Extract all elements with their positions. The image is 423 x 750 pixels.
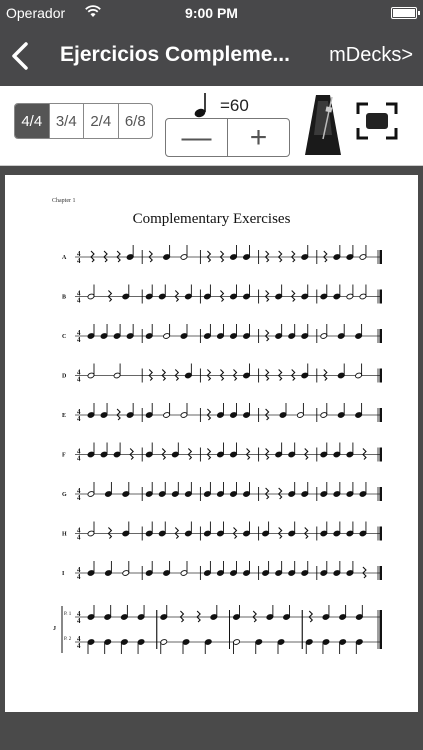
rest-icon bbox=[266, 488, 269, 499]
time-sig-top: 4 bbox=[77, 329, 81, 337]
time-sig-bottom: 4 bbox=[77, 296, 81, 305]
rest-icon bbox=[305, 528, 308, 539]
time-sig-top: 4 bbox=[77, 635, 81, 643]
row-label: F bbox=[62, 452, 66, 459]
rest-icon bbox=[117, 251, 120, 262]
sheet-page[interactable] bbox=[5, 175, 418, 712]
time-sig-bottom: 4 bbox=[77, 415, 81, 423]
status-bar bbox=[0, 0, 423, 28]
back-chevron-icon[interactable] bbox=[8, 40, 34, 72]
rest-icon bbox=[279, 528, 282, 539]
time-sig-bottom: 4 bbox=[77, 617, 81, 625]
tempo-decrease-button[interactable]: — bbox=[166, 119, 228, 156]
rest-icon bbox=[363, 449, 366, 460]
rest-icon bbox=[363, 567, 366, 578]
rest-icon bbox=[266, 330, 269, 341]
final-bar-thick bbox=[380, 610, 383, 649]
rest-icon bbox=[292, 291, 295, 302]
final-bar-thick bbox=[380, 408, 383, 422]
rest-icon bbox=[104, 251, 107, 262]
rest-icon bbox=[279, 370, 282, 381]
time-sig-bottom: 4 bbox=[77, 494, 81, 502]
rest-icon bbox=[175, 370, 178, 381]
part-label: P. 2 bbox=[64, 637, 72, 642]
time-sig-bottom: 4 bbox=[77, 375, 81, 384]
rest-icon bbox=[292, 251, 295, 262]
rest-icon bbox=[162, 370, 165, 381]
rest-icon bbox=[266, 370, 269, 381]
row-label: D bbox=[62, 373, 67, 380]
rest-icon bbox=[305, 449, 308, 460]
rest-icon bbox=[266, 449, 269, 460]
rest-icon bbox=[234, 370, 237, 381]
music-score bbox=[5, 175, 418, 712]
rest-icon bbox=[309, 611, 312, 622]
final-bar-thick bbox=[380, 566, 383, 580]
rest-icon bbox=[149, 251, 152, 262]
rest-icon bbox=[175, 291, 178, 302]
final-bar-thick bbox=[380, 527, 383, 541]
rest-icon bbox=[91, 251, 94, 262]
clock: 9:00 PM bbox=[185, 5, 238, 21]
final-bar-thick bbox=[380, 448, 383, 462]
rest-icon bbox=[324, 251, 327, 262]
carrier-label: Operador bbox=[6, 5, 66, 21]
row-label: A bbox=[62, 255, 67, 261]
rest-icon bbox=[149, 370, 152, 381]
final-bar-thick bbox=[380, 250, 383, 264]
time-signature-6-8-button[interactable]: 6/8 bbox=[118, 104, 153, 138]
time-sig-top: 4 bbox=[77, 487, 81, 495]
time-sig-top: 4 bbox=[77, 289, 81, 298]
rest-icon bbox=[175, 528, 178, 539]
tempo-value: =60 bbox=[220, 96, 249, 115]
rest-icon bbox=[279, 251, 282, 262]
time-sig-top: 4 bbox=[77, 447, 81, 456]
time-sig-top: 4 bbox=[77, 250, 81, 258]
row-label: C bbox=[62, 334, 67, 340]
row-label: I bbox=[62, 571, 65, 577]
rest-icon bbox=[324, 370, 327, 381]
chapter-label: Chapter 1 bbox=[52, 198, 76, 204]
time-sig-bottom: 4 bbox=[77, 573, 81, 581]
rest-icon bbox=[220, 370, 223, 381]
rest-icon bbox=[130, 449, 133, 460]
rest-icon bbox=[279, 488, 282, 499]
row-label: B bbox=[62, 294, 67, 301]
time-signature-selector bbox=[14, 103, 153, 139]
battery-icon bbox=[391, 7, 417, 19]
row-label: G bbox=[62, 492, 67, 498]
row-label: E bbox=[62, 413, 67, 419]
final-bar-thick bbox=[380, 329, 383, 343]
time-signature-4-4-button[interactable]: 4/4 bbox=[15, 104, 49, 138]
time-sig-bottom: 4 bbox=[77, 257, 81, 265]
time-sig-bottom: 4 bbox=[77, 454, 81, 463]
page-title: Ejercicios Compleme... bbox=[60, 43, 290, 66]
rest-icon bbox=[253, 611, 256, 622]
rest-icon bbox=[207, 449, 210, 460]
tempo-increase-button[interactable]: + bbox=[249, 120, 268, 154]
time-sig-top: 4 bbox=[77, 408, 81, 416]
time-sig-top: 4 bbox=[77, 566, 81, 574]
time-signature-2-4-button[interactable]: 2/4 bbox=[83, 104, 118, 138]
rest-icon bbox=[197, 611, 200, 622]
rest-icon bbox=[207, 370, 210, 381]
score-title: Complementary Exercises bbox=[132, 211, 291, 227]
sheet-area bbox=[0, 167, 423, 750]
rest-icon bbox=[207, 409, 210, 420]
tempo-stepper bbox=[165, 118, 290, 157]
rest-icon bbox=[162, 449, 165, 460]
time-sig-bottom: 4 bbox=[77, 642, 81, 650]
rest-icon bbox=[117, 409, 120, 420]
rest-icon bbox=[207, 251, 210, 262]
rest-icon bbox=[266, 409, 269, 420]
mdecks-link[interactable]: mDecks> bbox=[329, 44, 413, 66]
row-label: J bbox=[53, 626, 56, 632]
rest-icon bbox=[292, 370, 295, 381]
time-signature-3-4-button[interactable]: 3/4 bbox=[49, 104, 84, 138]
row-label: H bbox=[62, 531, 67, 538]
rest-icon bbox=[220, 291, 223, 302]
rest-icon bbox=[247, 449, 250, 460]
time-sig-bottom: 4 bbox=[77, 533, 81, 542]
time-sig-bottom: 4 bbox=[77, 336, 81, 344]
part-label: P. 1 bbox=[64, 612, 72, 617]
rest-icon bbox=[266, 251, 269, 262]
time-sig-top: 4 bbox=[77, 610, 81, 618]
rest-icon bbox=[188, 449, 191, 460]
metronome-icon[interactable] bbox=[304, 91, 342, 157]
rest-icon bbox=[220, 251, 223, 262]
time-sig-top: 4 bbox=[77, 368, 81, 377]
final-bar-thick bbox=[380, 369, 383, 383]
fullscreen-icon[interactable] bbox=[356, 102, 398, 140]
navigation-bar bbox=[0, 28, 423, 86]
rest-icon bbox=[180, 611, 183, 622]
rest-icon bbox=[234, 528, 237, 539]
final-bar-thick bbox=[380, 290, 383, 304]
rest-icon bbox=[108, 528, 111, 539]
time-sig-top: 4 bbox=[77, 526, 81, 535]
final-bar-thick bbox=[380, 487, 383, 501]
rest-icon bbox=[108, 291, 111, 302]
quarter-note-icon bbox=[193, 92, 213, 118]
rest-icon bbox=[266, 291, 269, 302]
